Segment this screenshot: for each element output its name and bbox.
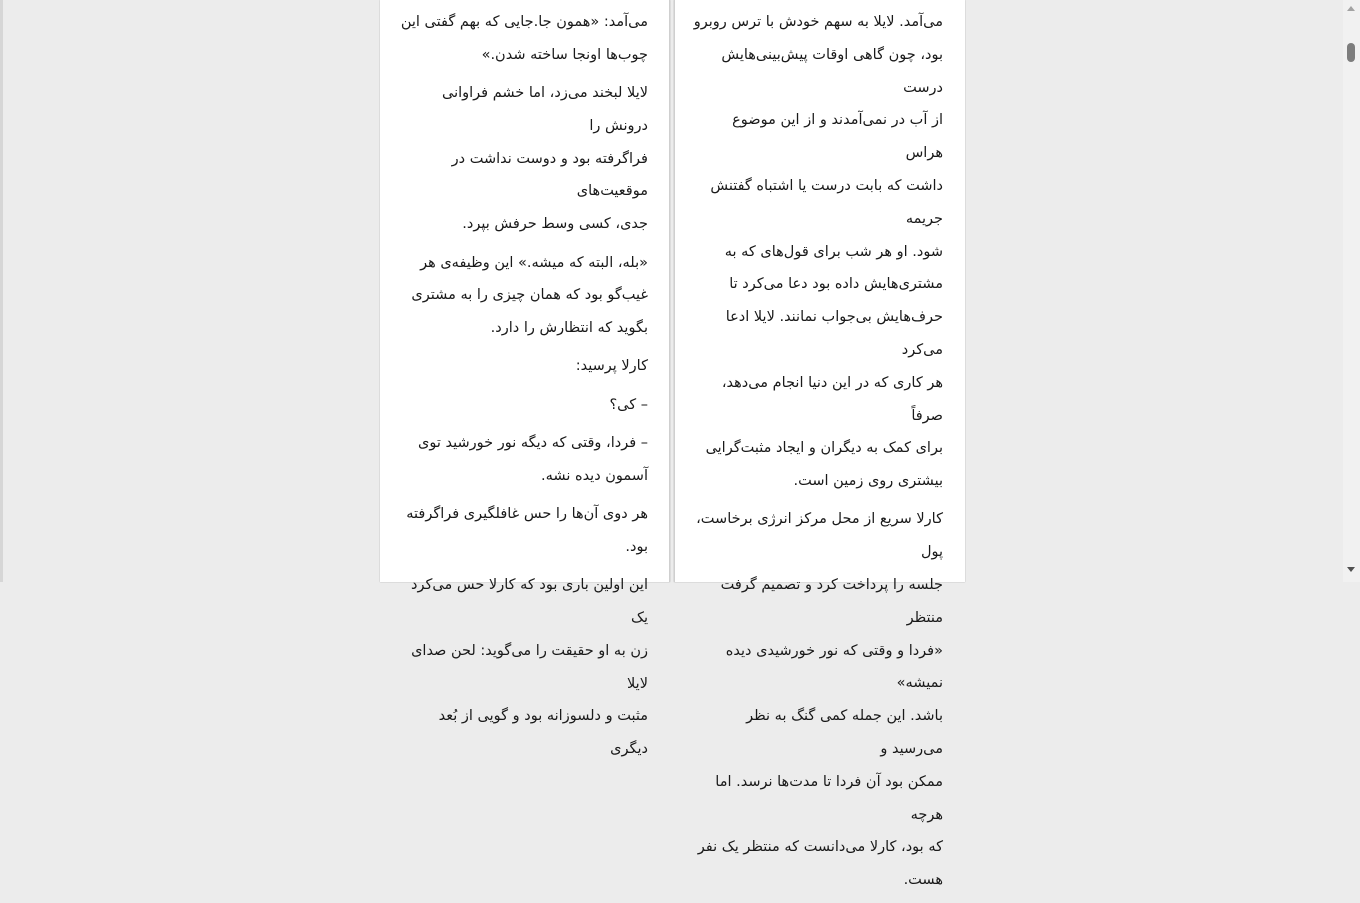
paragraph: – کی؟ bbox=[609, 396, 648, 413]
paragraph: «بله، البته که میشه.» این وظیفه‌ی هر غیب‌گو بود که همان چیزی را به مشتری بگوید که انتظارش را دارد. bbox=[411, 254, 648, 337]
page-left-text bbox=[398, 6, 648, 772]
scroll-thumb[interactable] bbox=[1347, 43, 1355, 62]
paragraph: – فردا، وقتی که دیگه نور خورشید توی آسمون دیده نشه. bbox=[418, 435, 648, 484]
paragraph: می‌آمد: «همون جا.جایی که بهم گفتی این چوب‌ها اونجا ساخته شدن.» bbox=[400, 14, 648, 63]
page-right bbox=[674, 0, 965, 889]
scroll-down-arrow-icon[interactable] bbox=[1347, 567, 1355, 572]
paragraph: کارلا پرسید: bbox=[575, 358, 648, 375]
paragraph: هر دوی آن‌ها را حس غافلگیری فراگرفته بود. bbox=[406, 506, 648, 555]
page-right-text bbox=[693, 6, 943, 903]
paragraph: کارلا سریع از محل مرکز انرژی برخاست، پول جلسه را پرداخت کرد و تصمیم گرفت منتظر «فردا و وقتی که نور خورشیدی دیده نمیشه» باشد. این جمله کمی گنگ به نظر می‌رسید و ممکن بود آن فردا تا مدت‌ها نرسد. اما هرچه که بود، کارلا می‌دانست که منتظر یک نفر هست. bbox=[696, 511, 943, 889]
viewer-left-edge bbox=[0, 0, 3, 582]
scroll-up-arrow-icon[interactable] bbox=[1347, 6, 1355, 11]
paragraph: این اولین باری بود که کارلا حس می‌کرد یک زن به او حقیقت را می‌گوید: لحن صدای لایلا مثبت و دلسوزانه بود و گویی از بُعد دیگری bbox=[411, 577, 648, 758]
page-left bbox=[380, 0, 670, 758]
vertical-scrollbar[interactable] bbox=[1343, 0, 1360, 582]
paragraph: لایلا لبخند می‌زد، اما خشم فراوانی درونش را فراگرفته بود و دوست نداشت در موقعیت‌های جدی، کسی وسط حرفش بپرد. bbox=[441, 85, 648, 233]
paragraph: می‌آمد. لایلا به سهم خودش با ترس روبرو بود، چون گاهی اوقات پیش‌بینی‌هایش درست از آب در نمی‌آمدند و از این موضوع هراس داشت که بابت درست یا اشتباه گفتنش جریمه شود. او هر شب برای قول‌های که به مشتری‌هایش داده بود دعا می‌کرد تا حرف‌هایش بی‌جواب نمانند. لایلا ادعا می‌کرد هر کاری که در این دنیا انجام می‌دهد، صرفاً برای کمک به دیگران و ایجاد مثبت‌گرایی بیشتری روی زمین است. bbox=[693, 14, 943, 490]
